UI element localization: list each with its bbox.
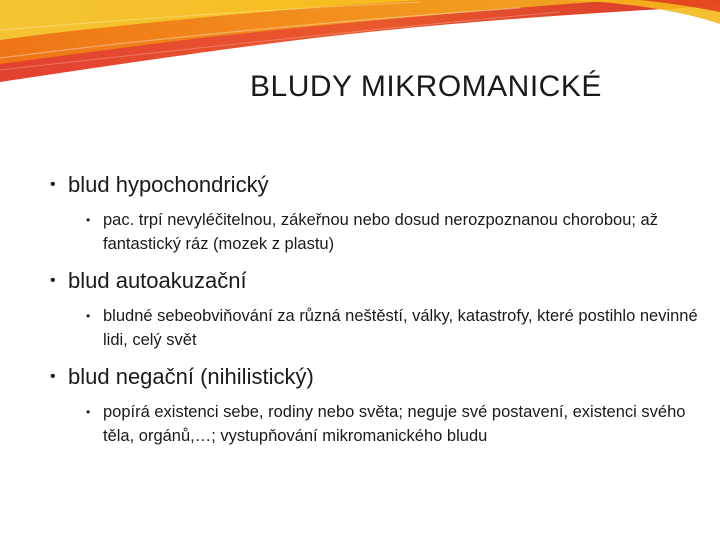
- bullet-level1: [48, 266, 698, 296]
- bullet-icon: •: [86, 405, 91, 419]
- bullet-icon: •: [50, 272, 56, 289]
- bullet-heading: blud negační (nihilistický): [68, 364, 314, 389]
- bullet-icon: •: [50, 368, 56, 385]
- list-item: [48, 170, 698, 256]
- slide-title: BLUDY MIKROMANICKÉ: [250, 70, 602, 103]
- list-item: [48, 362, 698, 448]
- bullet-list: [48, 170, 698, 448]
- bullet-detail: bludné sebeobviňování za různá neštěstí, války, katastrofy, které postihlo nevinné lidi, celý svět: [103, 307, 698, 349]
- bullet-heading: blud autoakuzační: [68, 268, 247, 293]
- bullet-level2: [86, 400, 698, 448]
- bullet-level1: [48, 362, 698, 392]
- list-item: [48, 266, 698, 352]
- bullet-icon: •: [50, 176, 56, 193]
- bullet-heading: blud hypochondrický: [68, 172, 269, 197]
- bullet-detail: popírá existenci sebe, rodiny nebo světa; neguje své postavení, existenci svého těla, orgánů,…; vystupňování mikromanického bludu: [103, 403, 686, 445]
- bullet-level2: [86, 208, 698, 256]
- bullet-icon: •: [86, 213, 91, 227]
- bullet-detail: pac. trpí nevyléčitelnou, zákeřnou nebo dosud nerozpoznanou chorobou; až fantastický ráz (mozek z plastu): [103, 211, 658, 253]
- bullet-level2: [86, 304, 698, 352]
- bullet-level1: [48, 170, 698, 200]
- bullet-icon: •: [86, 309, 91, 323]
